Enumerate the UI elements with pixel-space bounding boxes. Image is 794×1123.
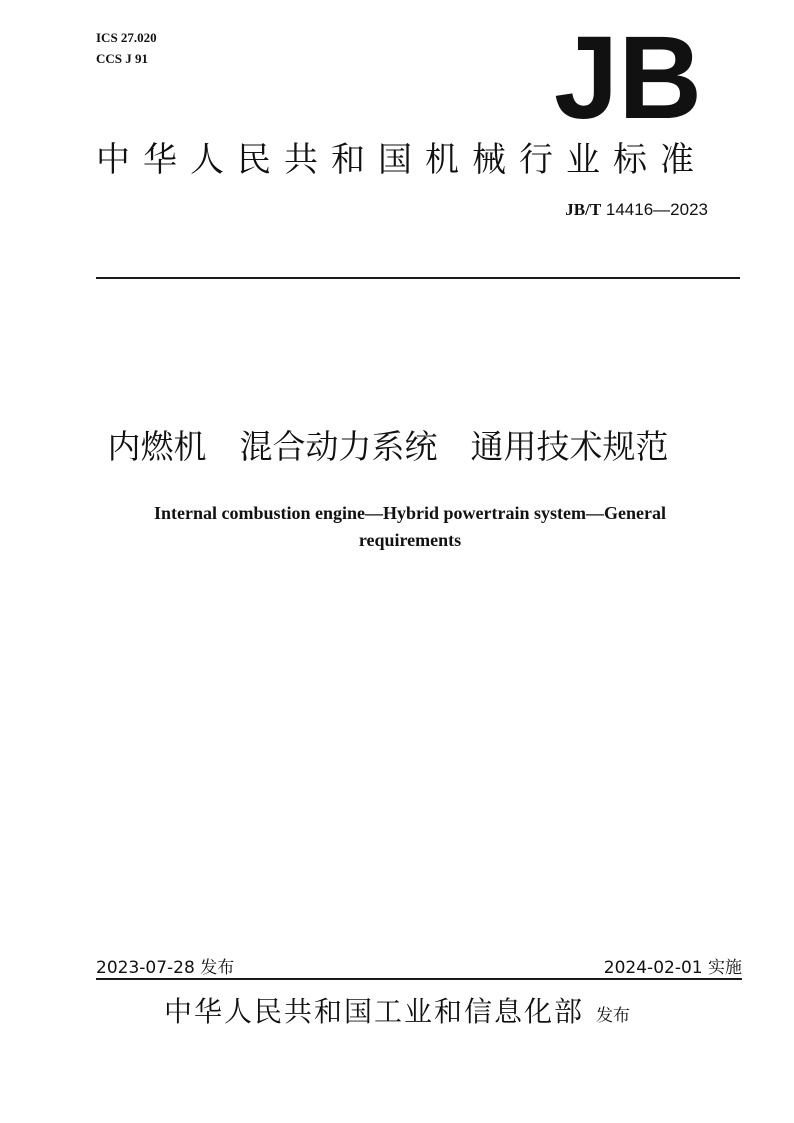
top-divider (96, 277, 740, 279)
jb-logo-text: JB (554, 28, 702, 124)
ics-code: ICS 27.020 (96, 30, 157, 45)
standard-number-value: 14416—2023 (601, 200, 708, 219)
document-title-english: Internal combustion engine—Hybrid powertrain system—General requirements (154, 503, 666, 550)
bottom-divider (96, 978, 742, 980)
jb-logo (552, 28, 704, 124)
standard-number-prefix: JB/T (565, 200, 602, 219)
publisher-suffix: 发布 (596, 1006, 630, 1026)
issue-date: 2023-07-28 发布 (96, 958, 235, 978)
document-title-chinese: 内燃机 混合动力系统 通用技术规范 (107, 427, 669, 466)
effective-date: 2024-02-01 实施 (603, 958, 742, 978)
standard-type-heading: 中华人民共和国机械行业标准 (96, 140, 707, 180)
classification-codes (96, 27, 157, 69)
publisher-name: 中华人民共和国工业和信息化部 (163, 995, 584, 1028)
standard-number (565, 200, 708, 220)
ccs-code: CCS J 91 (96, 51, 149, 66)
publisher-line (0, 992, 794, 1032)
